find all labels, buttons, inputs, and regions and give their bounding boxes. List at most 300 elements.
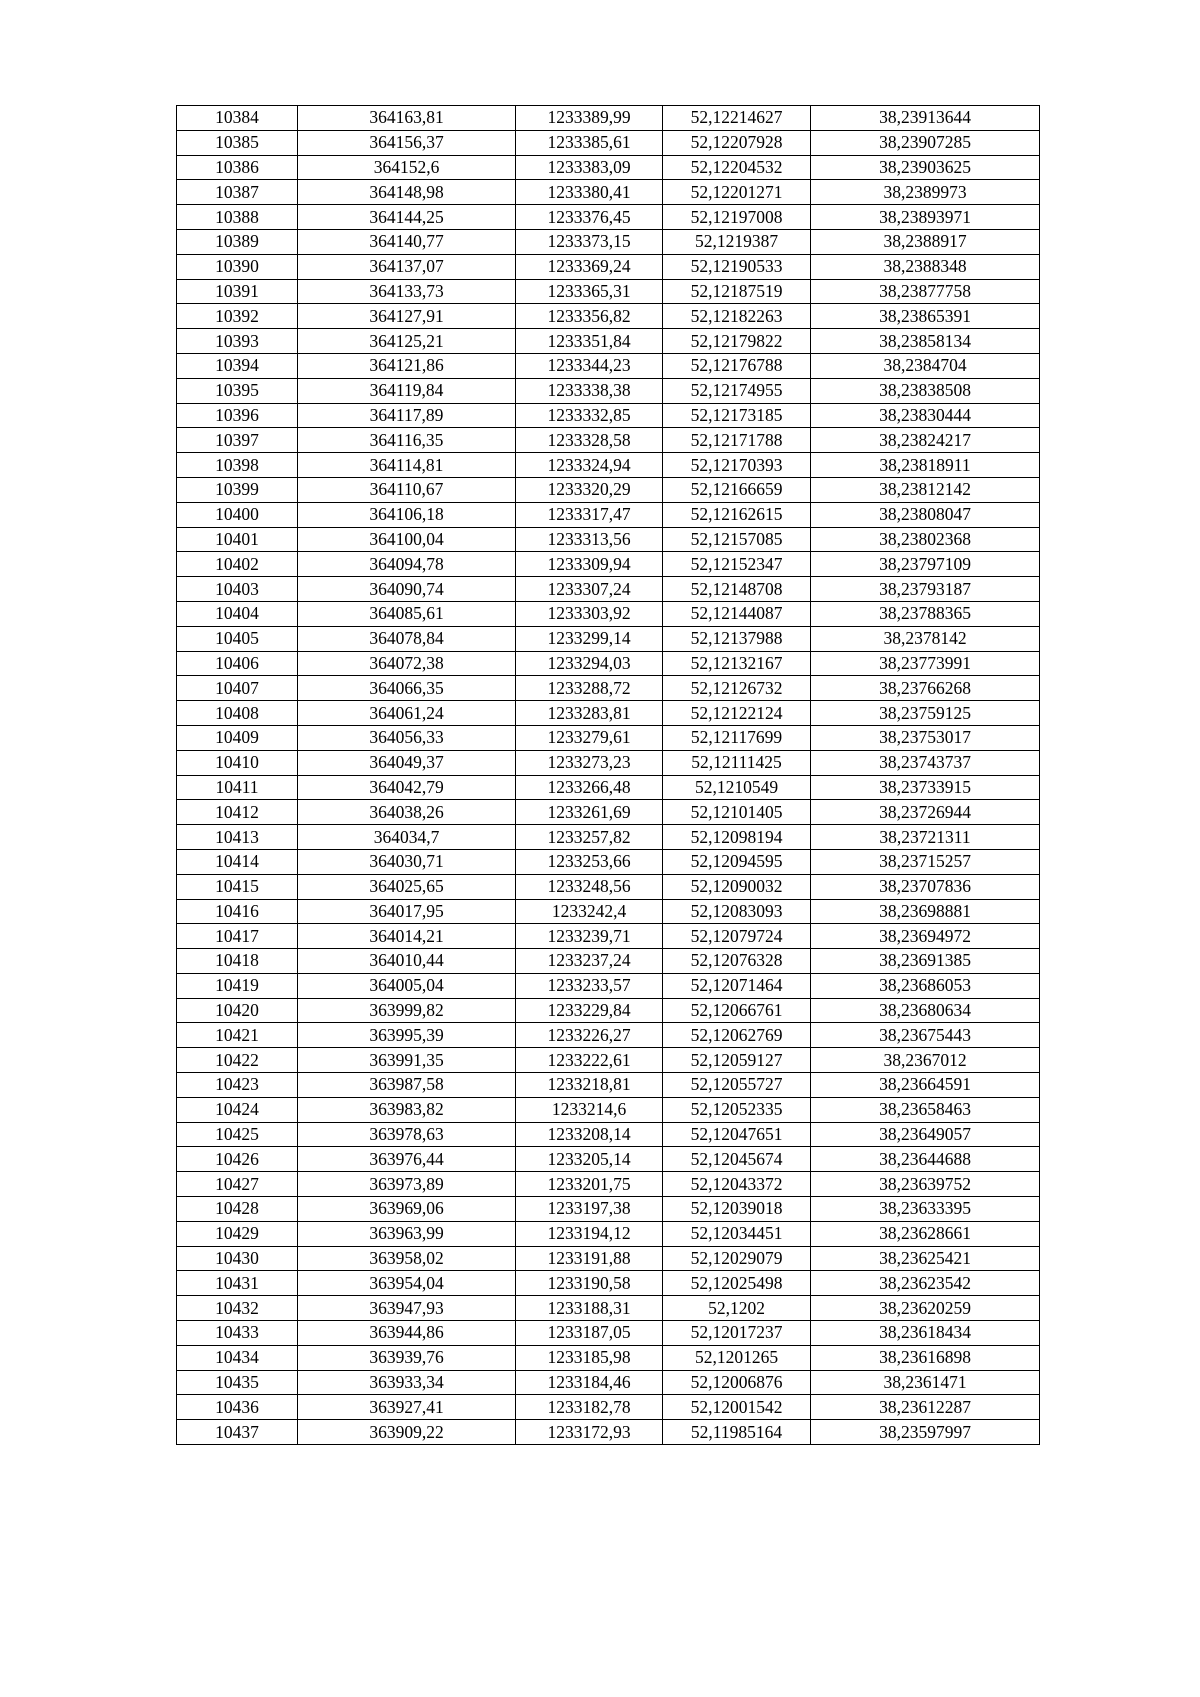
x-coordinate-cell: 364085,61 [298, 601, 516, 626]
longitude-cell: 38,2378142 [811, 626, 1040, 651]
y-coordinate-cell: 1233239,71 [516, 924, 663, 949]
x-coordinate-cell: 364117,89 [298, 403, 516, 428]
table-row [177, 626, 1040, 651]
y-coordinate-cell: 1233351,84 [516, 329, 663, 354]
point-number-cell: 10408 [177, 701, 298, 726]
latitude-cell: 52,12045674 [663, 1147, 811, 1172]
y-coordinate-cell: 1233242,4 [516, 899, 663, 924]
table-row [177, 676, 1040, 701]
longitude-cell: 38,2388917 [811, 229, 1040, 254]
point-number-cell: 10405 [177, 626, 298, 651]
longitude-cell: 38,23721311 [811, 825, 1040, 850]
x-coordinate-cell: 364042,79 [298, 775, 516, 800]
x-coordinate-cell: 364156,37 [298, 130, 516, 155]
y-coordinate-cell: 1233380,41 [516, 180, 663, 205]
longitude-cell: 38,2388348 [811, 254, 1040, 279]
y-coordinate-cell: 1233226,27 [516, 1023, 663, 1048]
table-row [177, 353, 1040, 378]
table-row [177, 725, 1040, 750]
y-coordinate-cell: 1233266,48 [516, 775, 663, 800]
longitude-cell: 38,23788365 [811, 601, 1040, 626]
y-coordinate-cell: 1233385,61 [516, 130, 663, 155]
table-row [177, 254, 1040, 279]
x-coordinate-cell: 364049,37 [298, 750, 516, 775]
x-coordinate-cell: 364078,84 [298, 626, 516, 651]
x-coordinate-cell: 363933,34 [298, 1370, 516, 1395]
y-coordinate-cell: 1233279,61 [516, 725, 663, 750]
latitude-cell: 52,12043372 [663, 1172, 811, 1197]
y-coordinate-cell: 1233324,94 [516, 453, 663, 478]
point-number-cell: 10392 [177, 304, 298, 329]
x-coordinate-cell: 364061,24 [298, 701, 516, 726]
table-row [177, 1122, 1040, 1147]
x-coordinate-cell: 364127,91 [298, 304, 516, 329]
x-coordinate-cell: 364140,77 [298, 229, 516, 254]
latitude-cell: 52,12055727 [663, 1073, 811, 1098]
x-coordinate-cell: 363983,82 [298, 1097, 516, 1122]
point-number-cell: 10428 [177, 1197, 298, 1222]
longitude-cell: 38,23691385 [811, 949, 1040, 974]
longitude-cell: 38,2367012 [811, 1048, 1040, 1073]
table-row [177, 651, 1040, 676]
latitude-cell: 52,12148708 [663, 577, 811, 602]
table-row [177, 477, 1040, 502]
latitude-cell: 52,12006876 [663, 1370, 811, 1395]
latitude-cell: 52,12214627 [663, 106, 811, 131]
table-row [177, 205, 1040, 230]
table-row [177, 601, 1040, 626]
table-row [177, 1345, 1040, 1370]
point-number-cell: 10404 [177, 601, 298, 626]
coordinates-table [176, 105, 1040, 1445]
longitude-cell: 38,23726944 [811, 800, 1040, 825]
latitude-cell: 52,12001542 [663, 1395, 811, 1420]
latitude-cell: 52,12066761 [663, 998, 811, 1023]
y-coordinate-cell: 1233201,75 [516, 1172, 663, 1197]
x-coordinate-cell: 364094,78 [298, 552, 516, 577]
longitude-cell: 38,23913644 [811, 106, 1040, 131]
longitude-cell: 38,23625421 [811, 1246, 1040, 1271]
table-row [177, 577, 1040, 602]
table-row [177, 800, 1040, 825]
y-coordinate-cell: 1233229,84 [516, 998, 663, 1023]
longitude-cell: 38,23675443 [811, 1023, 1040, 1048]
longitude-cell: 38,23858134 [811, 329, 1040, 354]
x-coordinate-cell: 364030,71 [298, 849, 516, 874]
y-coordinate-cell: 1233184,46 [516, 1370, 663, 1395]
longitude-cell: 38,23818911 [811, 453, 1040, 478]
latitude-cell: 52,12190533 [663, 254, 811, 279]
latitude-cell: 52,12187519 [663, 279, 811, 304]
x-coordinate-cell: 364144,25 [298, 205, 516, 230]
longitude-cell: 38,2384704 [811, 353, 1040, 378]
table-row [177, 949, 1040, 974]
x-coordinate-cell: 363947,93 [298, 1296, 516, 1321]
point-number-cell: 10423 [177, 1073, 298, 1098]
table-row [177, 403, 1040, 428]
point-number-cell: 10422 [177, 1048, 298, 1073]
point-number-cell: 10435 [177, 1370, 298, 1395]
longitude-cell: 38,23877758 [811, 279, 1040, 304]
longitude-cell: 38,23664591 [811, 1073, 1040, 1098]
longitude-cell: 38,23597997 [811, 1420, 1040, 1445]
x-coordinate-cell: 364125,21 [298, 329, 516, 354]
x-coordinate-cell: 364106,18 [298, 502, 516, 527]
y-coordinate-cell: 1233187,05 [516, 1321, 663, 1346]
table-row [177, 1073, 1040, 1098]
latitude-cell: 52,12090032 [663, 874, 811, 899]
longitude-cell: 38,2389973 [811, 180, 1040, 205]
latitude-cell: 52,12162615 [663, 502, 811, 527]
x-coordinate-cell: 363939,76 [298, 1345, 516, 1370]
point-number-cell: 10409 [177, 725, 298, 750]
point-number-cell: 10415 [177, 874, 298, 899]
longitude-cell: 38,23743737 [811, 750, 1040, 775]
longitude-cell: 38,23808047 [811, 502, 1040, 527]
x-coordinate-cell: 364121,86 [298, 353, 516, 378]
table-row [177, 701, 1040, 726]
latitude-cell: 52,1202 [663, 1296, 811, 1321]
table-row [177, 1197, 1040, 1222]
point-number-cell: 10403 [177, 577, 298, 602]
latitude-cell: 52,12157085 [663, 527, 811, 552]
table-row [177, 155, 1040, 180]
x-coordinate-cell: 363963,99 [298, 1221, 516, 1246]
latitude-cell: 52,12025498 [663, 1271, 811, 1296]
point-number-cell: 10402 [177, 552, 298, 577]
y-coordinate-cell: 1233294,03 [516, 651, 663, 676]
longitude-cell: 38,23773991 [811, 651, 1040, 676]
latitude-cell: 52,12176788 [663, 353, 811, 378]
x-coordinate-cell: 363927,41 [298, 1395, 516, 1420]
x-coordinate-cell: 363973,89 [298, 1172, 516, 1197]
y-coordinate-cell: 1233328,58 [516, 428, 663, 453]
point-number-cell: 10411 [177, 775, 298, 800]
latitude-cell: 52,12059127 [663, 1048, 811, 1073]
point-number-cell: 10398 [177, 453, 298, 478]
table-row [177, 1048, 1040, 1073]
x-coordinate-cell: 364114,81 [298, 453, 516, 478]
y-coordinate-cell: 1233309,94 [516, 552, 663, 577]
x-coordinate-cell: 364133,73 [298, 279, 516, 304]
x-coordinate-cell: 363995,39 [298, 1023, 516, 1048]
latitude-cell: 52,12182263 [663, 304, 811, 329]
y-coordinate-cell: 1233194,12 [516, 1221, 663, 1246]
point-number-cell: 10437 [177, 1420, 298, 1445]
latitude-cell: 52,12201271 [663, 180, 811, 205]
y-coordinate-cell: 1233237,24 [516, 949, 663, 974]
table-row [177, 378, 1040, 403]
table-row [177, 998, 1040, 1023]
table-row [177, 1147, 1040, 1172]
table-row [177, 973, 1040, 998]
y-coordinate-cell: 1233253,66 [516, 849, 663, 874]
latitude-cell: 52,1219387 [663, 229, 811, 254]
point-number-cell: 10393 [177, 329, 298, 354]
point-number-cell: 10425 [177, 1122, 298, 1147]
table-row [177, 527, 1040, 552]
point-number-cell: 10395 [177, 378, 298, 403]
y-coordinate-cell: 1233214,6 [516, 1097, 663, 1122]
x-coordinate-cell: 364010,44 [298, 949, 516, 974]
x-coordinate-cell: 363958,02 [298, 1246, 516, 1271]
x-coordinate-cell: 364025,65 [298, 874, 516, 899]
x-coordinate-cell: 364066,35 [298, 676, 516, 701]
point-number-cell: 10396 [177, 403, 298, 428]
point-number-cell: 10433 [177, 1321, 298, 1346]
y-coordinate-cell: 1233376,45 [516, 205, 663, 230]
table-row [177, 1296, 1040, 1321]
point-number-cell: 10407 [177, 676, 298, 701]
latitude-cell: 52,12174955 [663, 378, 811, 403]
y-coordinate-cell: 1233338,38 [516, 378, 663, 403]
latitude-cell: 52,12111425 [663, 750, 811, 775]
point-number-cell: 10386 [177, 155, 298, 180]
latitude-cell: 52,12137988 [663, 626, 811, 651]
point-number-cell: 10400 [177, 502, 298, 527]
table-row [177, 1395, 1040, 1420]
y-coordinate-cell: 1233257,82 [516, 825, 663, 850]
latitude-cell: 52,12029079 [663, 1246, 811, 1271]
x-coordinate-cell: 364072,38 [298, 651, 516, 676]
longitude-cell: 38,23830444 [811, 403, 1040, 428]
y-coordinate-cell: 1233299,14 [516, 626, 663, 651]
table-row [177, 502, 1040, 527]
x-coordinate-cell: 364152,6 [298, 155, 516, 180]
coordinates-table-body [177, 106, 1040, 1445]
longitude-cell: 38,23793187 [811, 577, 1040, 602]
longitude-cell: 38,23623542 [811, 1271, 1040, 1296]
longitude-cell: 38,23616898 [811, 1345, 1040, 1370]
y-coordinate-cell: 1233222,61 [516, 1048, 663, 1073]
point-number-cell: 10426 [177, 1147, 298, 1172]
x-coordinate-cell: 364090,74 [298, 577, 516, 602]
point-number-cell: 10406 [177, 651, 298, 676]
latitude-cell: 52,12094595 [663, 849, 811, 874]
y-coordinate-cell: 1233172,93 [516, 1420, 663, 1445]
table-row [177, 1172, 1040, 1197]
longitude-cell: 38,23644688 [811, 1147, 1040, 1172]
longitude-cell: 38,23812142 [811, 477, 1040, 502]
longitude-cell: 38,23797109 [811, 552, 1040, 577]
y-coordinate-cell: 1233188,31 [516, 1296, 663, 1321]
y-coordinate-cell: 1233273,23 [516, 750, 663, 775]
longitude-cell: 38,23753017 [811, 725, 1040, 750]
longitude-cell: 38,23620259 [811, 1296, 1040, 1321]
table-row [177, 180, 1040, 205]
x-coordinate-cell: 363909,22 [298, 1420, 516, 1445]
table-row [177, 329, 1040, 354]
y-coordinate-cell: 1233233,57 [516, 973, 663, 998]
point-number-cell: 10429 [177, 1221, 298, 1246]
table-row [177, 1271, 1040, 1296]
x-coordinate-cell: 364034,7 [298, 825, 516, 850]
latitude-cell: 52,12117699 [663, 725, 811, 750]
longitude-cell: 38,23649057 [811, 1122, 1040, 1147]
latitude-cell: 52,12034451 [663, 1221, 811, 1246]
table-row [177, 1246, 1040, 1271]
latitude-cell: 52,12062769 [663, 1023, 811, 1048]
y-coordinate-cell: 1233197,38 [516, 1197, 663, 1222]
x-coordinate-cell: 364005,04 [298, 973, 516, 998]
latitude-cell: 52,12207928 [663, 130, 811, 155]
table-row [177, 899, 1040, 924]
y-coordinate-cell: 1233383,09 [516, 155, 663, 180]
longitude-cell: 38,23733915 [811, 775, 1040, 800]
point-number-cell: 10436 [177, 1395, 298, 1420]
longitude-cell: 38,23766268 [811, 676, 1040, 701]
x-coordinate-cell: 364137,07 [298, 254, 516, 279]
latitude-cell: 52,12052335 [663, 1097, 811, 1122]
longitude-cell: 38,23802368 [811, 527, 1040, 552]
table-row [177, 1023, 1040, 1048]
y-coordinate-cell: 1233307,24 [516, 577, 663, 602]
longitude-cell: 38,23639752 [811, 1172, 1040, 1197]
longitude-cell: 38,23694972 [811, 924, 1040, 949]
latitude-cell: 52,12197008 [663, 205, 811, 230]
longitude-cell: 38,23865391 [811, 304, 1040, 329]
point-number-cell: 10384 [177, 106, 298, 131]
longitude-cell: 38,23698881 [811, 899, 1040, 924]
x-coordinate-cell: 364119,84 [298, 378, 516, 403]
y-coordinate-cell: 1233248,56 [516, 874, 663, 899]
point-number-cell: 10401 [177, 527, 298, 552]
latitude-cell: 52,12071464 [663, 973, 811, 998]
table-row [177, 304, 1040, 329]
y-coordinate-cell: 1233369,24 [516, 254, 663, 279]
y-coordinate-cell: 1233182,78 [516, 1395, 663, 1420]
table-row [177, 106, 1040, 131]
x-coordinate-cell: 363954,04 [298, 1271, 516, 1296]
longitude-cell: 38,23628661 [811, 1221, 1040, 1246]
x-coordinate-cell: 364017,95 [298, 899, 516, 924]
y-coordinate-cell: 1233191,88 [516, 1246, 663, 1271]
latitude-cell: 52,12166659 [663, 477, 811, 502]
point-number-cell: 10399 [177, 477, 298, 502]
table-row [177, 279, 1040, 304]
latitude-cell: 52,12017237 [663, 1321, 811, 1346]
table-row [177, 1097, 1040, 1122]
x-coordinate-cell: 364148,98 [298, 180, 516, 205]
x-coordinate-cell: 364100,04 [298, 527, 516, 552]
y-coordinate-cell: 1233344,23 [516, 353, 663, 378]
latitude-cell: 52,12144087 [663, 601, 811, 626]
point-number-cell: 10420 [177, 998, 298, 1023]
x-coordinate-cell: 364163,81 [298, 106, 516, 131]
x-coordinate-cell: 364056,33 [298, 725, 516, 750]
point-number-cell: 10434 [177, 1345, 298, 1370]
table-row [177, 750, 1040, 775]
longitude-cell: 38,23612287 [811, 1395, 1040, 1420]
latitude-cell: 52,12152347 [663, 552, 811, 577]
latitude-cell: 52,12039018 [663, 1197, 811, 1222]
longitude-cell: 38,23633395 [811, 1197, 1040, 1222]
x-coordinate-cell: 363944,86 [298, 1321, 516, 1346]
x-coordinate-cell: 363999,82 [298, 998, 516, 1023]
latitude-cell: 52,1201265 [663, 1345, 811, 1370]
longitude-cell: 38,23686053 [811, 973, 1040, 998]
point-number-cell: 10416 [177, 899, 298, 924]
table-row [177, 229, 1040, 254]
y-coordinate-cell: 1233303,92 [516, 601, 663, 626]
table-row [177, 825, 1040, 850]
point-number-cell: 10413 [177, 825, 298, 850]
point-number-cell: 10388 [177, 205, 298, 230]
x-coordinate-cell: 363976,44 [298, 1147, 516, 1172]
y-coordinate-cell: 1233389,99 [516, 106, 663, 131]
latitude-cell: 52,11985164 [663, 1420, 811, 1445]
longitude-cell: 38,2361471 [811, 1370, 1040, 1395]
table-row [177, 453, 1040, 478]
x-coordinate-cell: 364110,67 [298, 477, 516, 502]
longitude-cell: 38,23893971 [811, 205, 1040, 230]
latitude-cell: 52,12122124 [663, 701, 811, 726]
table-row [177, 775, 1040, 800]
longitude-cell: 38,23680634 [811, 998, 1040, 1023]
point-number-cell: 10418 [177, 949, 298, 974]
point-number-cell: 10397 [177, 428, 298, 453]
latitude-cell: 52,12083093 [663, 899, 811, 924]
latitude-cell: 52,12047651 [663, 1122, 811, 1147]
point-number-cell: 10410 [177, 750, 298, 775]
point-number-cell: 10430 [177, 1246, 298, 1271]
table-row [177, 924, 1040, 949]
point-number-cell: 10427 [177, 1172, 298, 1197]
y-coordinate-cell: 1233320,29 [516, 477, 663, 502]
y-coordinate-cell: 1233205,14 [516, 1147, 663, 1172]
y-coordinate-cell: 1233332,85 [516, 403, 663, 428]
y-coordinate-cell: 1233313,56 [516, 527, 663, 552]
point-number-cell: 10387 [177, 180, 298, 205]
longitude-cell: 38,23824217 [811, 428, 1040, 453]
y-coordinate-cell: 1233218,81 [516, 1073, 663, 1098]
longitude-cell: 38,23838508 [811, 378, 1040, 403]
point-number-cell: 10385 [177, 130, 298, 155]
x-coordinate-cell: 363969,06 [298, 1197, 516, 1222]
latitude-cell: 52,12098194 [663, 825, 811, 850]
y-coordinate-cell: 1233373,15 [516, 229, 663, 254]
table-row [177, 552, 1040, 577]
x-coordinate-cell: 364014,21 [298, 924, 516, 949]
point-number-cell: 10421 [177, 1023, 298, 1048]
latitude-cell: 52,12171788 [663, 428, 811, 453]
point-number-cell: 10417 [177, 924, 298, 949]
y-coordinate-cell: 1233317,47 [516, 502, 663, 527]
longitude-cell: 38,23907285 [811, 130, 1040, 155]
table-row [177, 1321, 1040, 1346]
latitude-cell: 52,12079724 [663, 924, 811, 949]
y-coordinate-cell: 1233288,72 [516, 676, 663, 701]
y-coordinate-cell: 1233185,98 [516, 1345, 663, 1370]
table-row [177, 1370, 1040, 1395]
latitude-cell: 52,12173185 [663, 403, 811, 428]
y-coordinate-cell: 1233208,14 [516, 1122, 663, 1147]
point-number-cell: 10390 [177, 254, 298, 279]
longitude-cell: 38,23618434 [811, 1321, 1040, 1346]
point-number-cell: 10419 [177, 973, 298, 998]
latitude-cell: 52,12076328 [663, 949, 811, 974]
table-row [177, 428, 1040, 453]
point-number-cell: 10414 [177, 849, 298, 874]
point-number-cell: 10431 [177, 1271, 298, 1296]
point-number-cell: 10394 [177, 353, 298, 378]
table-row [177, 874, 1040, 899]
longitude-cell: 38,23707836 [811, 874, 1040, 899]
point-number-cell: 10391 [177, 279, 298, 304]
x-coordinate-cell: 363978,63 [298, 1122, 516, 1147]
longitude-cell: 38,23903625 [811, 155, 1040, 180]
y-coordinate-cell: 1233261,69 [516, 800, 663, 825]
